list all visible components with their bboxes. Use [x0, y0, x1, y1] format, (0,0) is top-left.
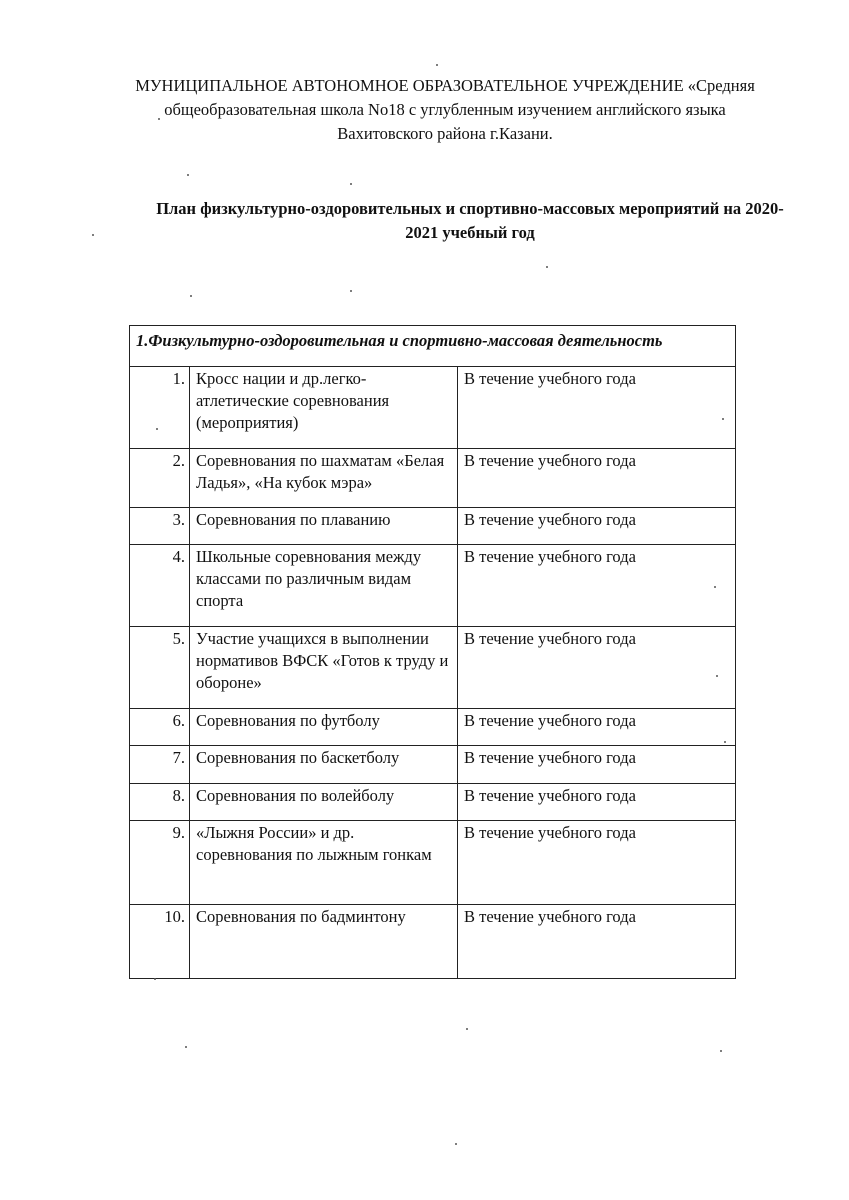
scan-speck	[716, 675, 718, 677]
table-row	[130, 709, 736, 746]
event-period: В течение учебного года	[458, 545, 736, 627]
event-name: Школьные соревнования между классами по различным видам спорта	[190, 545, 458, 627]
row-number: 3.	[130, 508, 190, 545]
scan-speck	[190, 295, 192, 297]
events-table	[129, 325, 736, 979]
scan-speck	[722, 418, 724, 420]
table-row	[130, 627, 736, 709]
table-row	[130, 821, 736, 905]
scan-speck	[350, 183, 352, 185]
scan-speck	[187, 174, 189, 176]
scan-speck	[720, 1050, 722, 1052]
title-line-1: План физкультурно-оздоровительных и спортивно-массовых мероприятий на 2020-	[156, 199, 784, 218]
event-name: Соревнования по шахматам «Белая Ладья», «На кубок мэра»	[190, 449, 458, 508]
header-line-3: Вахитовского района г.Казани.	[337, 124, 553, 143]
event-period: В течение учебного года	[458, 784, 736, 821]
scan-speck	[714, 586, 716, 588]
table-row	[130, 449, 736, 508]
event-period: В течение учебного года	[458, 746, 736, 784]
row-number: 2.	[130, 449, 190, 508]
scan-speck	[158, 118, 160, 120]
header-line-1: МУНИЦИПАЛЬНОЕ АВТОНОМНОЕ ОБРАЗОВАТЕЛЬНОЕ УЧРЕЖДЕНИЕ «Средняя	[135, 76, 755, 95]
event-period: В течение учебного года	[458, 905, 736, 979]
event-period: В течение учебного года	[458, 821, 736, 905]
event-name: «Лыжня России» и др. соревнования по лыжным гонкам	[190, 821, 458, 905]
scan-speck	[724, 741, 726, 743]
row-number: 1.	[130, 367, 190, 449]
table-row	[130, 367, 736, 449]
event-period: В течение учебного года	[458, 627, 736, 709]
header-line-2: общеобразовательная школа No18 с углубленным изучением английского языка	[164, 100, 726, 119]
row-number: 4.	[130, 545, 190, 627]
scan-speck	[92, 234, 94, 236]
row-number: 7.	[130, 746, 190, 784]
event-name: Соревнования по баскетболу	[190, 746, 458, 784]
event-name: Участие учащихся в выполнении нормативов ВФСК «Готов к труду и обороне»	[190, 627, 458, 709]
section-title: 1.Физкультурно-оздоровительная и спортивно-массовая деятельность	[130, 326, 736, 367]
scan-speck	[185, 1046, 187, 1048]
event-name: Соревнования по волейболу	[190, 784, 458, 821]
scan-speck	[350, 290, 352, 292]
document-header	[100, 74, 790, 146]
table-row	[130, 784, 736, 821]
row-number: 10.	[130, 905, 190, 979]
event-name: Соревнования по футболу	[190, 709, 458, 746]
row-number: 9.	[130, 821, 190, 905]
event-period: В течение учебного года	[458, 449, 736, 508]
event-period: В течение учебного года	[458, 367, 736, 449]
scan-speck	[154, 978, 156, 980]
table-row	[130, 508, 736, 545]
event-period: В течение учебного года	[458, 709, 736, 746]
row-number: 6.	[130, 709, 190, 746]
event-name: Соревнования по плаванию	[190, 508, 458, 545]
row-number: 8.	[130, 784, 190, 821]
scan-speck	[436, 64, 438, 66]
event-name: Соревнования по бадминтону	[190, 905, 458, 979]
row-number: 5.	[130, 627, 190, 709]
scan-speck	[546, 266, 548, 268]
event-period: В течение учебного года	[458, 508, 736, 545]
table-row	[130, 905, 736, 979]
scan-speck	[466, 1028, 468, 1030]
table-row	[130, 545, 736, 627]
scan-speck	[455, 1143, 457, 1145]
table-row	[130, 746, 736, 784]
event-name: Кросс нации и др.легко-атлетические соревнования (мероприятия)	[190, 367, 458, 449]
document-title	[125, 197, 815, 245]
title-line-2: 2021 учебный год	[405, 223, 535, 242]
section-row	[130, 326, 736, 367]
scan-speck	[156, 428, 158, 430]
